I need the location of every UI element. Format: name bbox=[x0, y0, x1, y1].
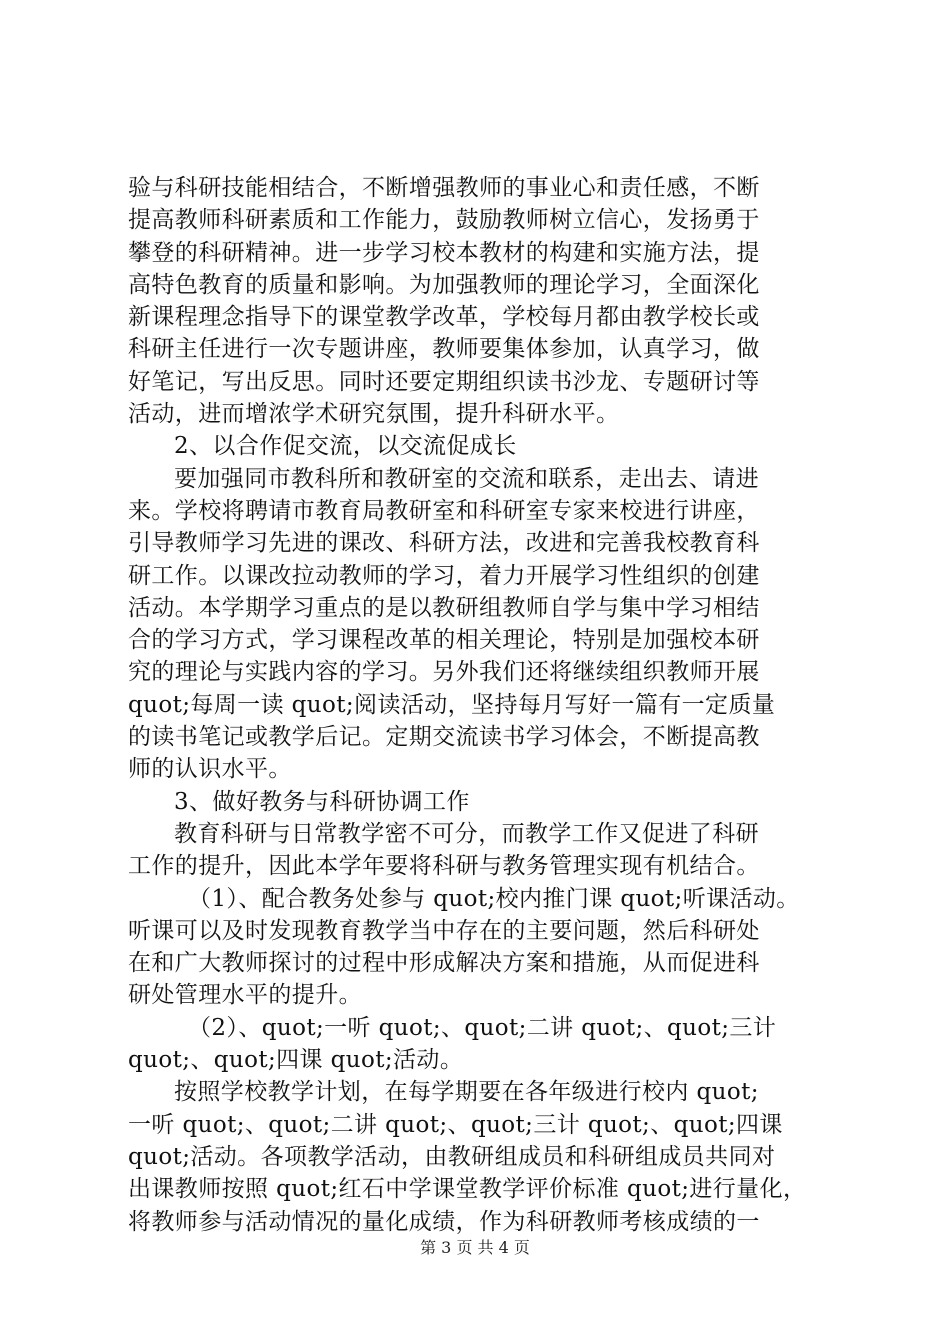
text-line: 活动。本学期学习重点的是以教研组教师自学与集中学习相结 bbox=[128, 594, 760, 621]
text-line: 提高教师科研素质和工作能力，鼓励教师树立信心，发扬勇于 bbox=[128, 207, 760, 234]
text-line: 引导教师学习先进的课改、科研方法，改进和完善我校教育科 bbox=[128, 530, 760, 557]
text-line: 来。学校将聘请市教育局教研室和科研室专家来校进行讲座， bbox=[128, 497, 760, 524]
list-item: （1）、配合教务处参与 quot;校内推门课 quot;听课活动。 bbox=[188, 885, 800, 912]
text-line: quot;活动。各项教学活动，由教研组成员和科研组成员共同对 bbox=[128, 1143, 776, 1170]
text-line: 一听 quot;、quot;二讲 quot;、quot;三计 quot;、quot;四课 bbox=[128, 1111, 783, 1138]
text-line: 要加强同市教科所和教研室的交流和联系，走出去、请进 bbox=[174, 465, 759, 492]
section-heading: 2、以合作促交流，以交流促成长 bbox=[174, 433, 517, 460]
text-line: 听课可以及时发现教育教学当中存在的主要问题，然后科研处 bbox=[128, 917, 760, 944]
text-line: 活动，进而增浓学术研究氛围，提升科研水平。 bbox=[128, 401, 620, 428]
text-line: 工作的提升，因此本学年要将科研与教务管理实现有机结合。 bbox=[128, 853, 760, 880]
text-line: 的读书笔记或教学后记。定期交流读书学习体会，不断提高教 bbox=[128, 724, 760, 751]
text-line: 研工作。以课改拉动教师的学习，着力开展学习性组织的创建 bbox=[128, 562, 760, 589]
section-heading: 3、做好教务与科研协调工作 bbox=[174, 788, 470, 815]
text-line: 高特色教育的质量和影响。为加强教师的理论学习，全面深化 bbox=[128, 271, 760, 298]
text-line: 验与科研技能相结合，不断增强教师的事业心和责任感，不断 bbox=[128, 175, 760, 201]
text-line: 好笔记，写出反思。同时还要定期组织读书沙龙、专题研讨等 bbox=[128, 368, 760, 395]
text-line: 研处管理水平的提升。 bbox=[128, 982, 362, 1009]
text-line: quot;每周一读 quot;阅读活动，坚持每月写好一篇有一定质量 bbox=[128, 691, 776, 718]
text-line: 出课教师按照 quot;红石中学课堂教学评价标准 quot;进行量化， bbox=[128, 1176, 807, 1203]
text-line: 新课程理念指导下的课堂教学改革，学校每月都由教学校长或 bbox=[128, 304, 760, 331]
text-line: 攀登的科研精神。进一步学习校本教材的构建和实施方法，提 bbox=[128, 239, 760, 266]
text-line: 教育科研与日常教学密不可分，而教学工作又促进了科研 bbox=[174, 820, 759, 847]
list-item: （2）、quot;一听 quot;、quot;二讲 quot;、quot;三计 bbox=[188, 1014, 777, 1041]
text-line: quot;、quot;四课 quot;活动。 bbox=[128, 1047, 464, 1074]
text-line: 在和广大教师探讨的过程中形成解决方案和措施，从而促进科 bbox=[128, 950, 760, 977]
text-line: 师的认识水平。 bbox=[128, 756, 292, 783]
text-line: 科研主任进行一次专题讲座，教师要集体参加，认真学习，做 bbox=[128, 336, 760, 363]
text-line: 将教师参与活动情况的量化成绩，作为科研教师考核成绩的一 bbox=[128, 1208, 760, 1235]
text-line: 按照学校教学计划，在每学期要在各年级进行校内 quot; bbox=[174, 1079, 759, 1106]
document-body bbox=[128, 172, 833, 1238]
text-line: 合的学习方式，学习课程改革的相关理论，特别是加强校本研 bbox=[128, 627, 760, 654]
page-number-footer: 第 3 页 共 4 页 bbox=[420, 1238, 530, 1257]
text-line: 究的理论与实践内容的学习。另外我们还将继续组织教师开展 bbox=[128, 659, 760, 686]
